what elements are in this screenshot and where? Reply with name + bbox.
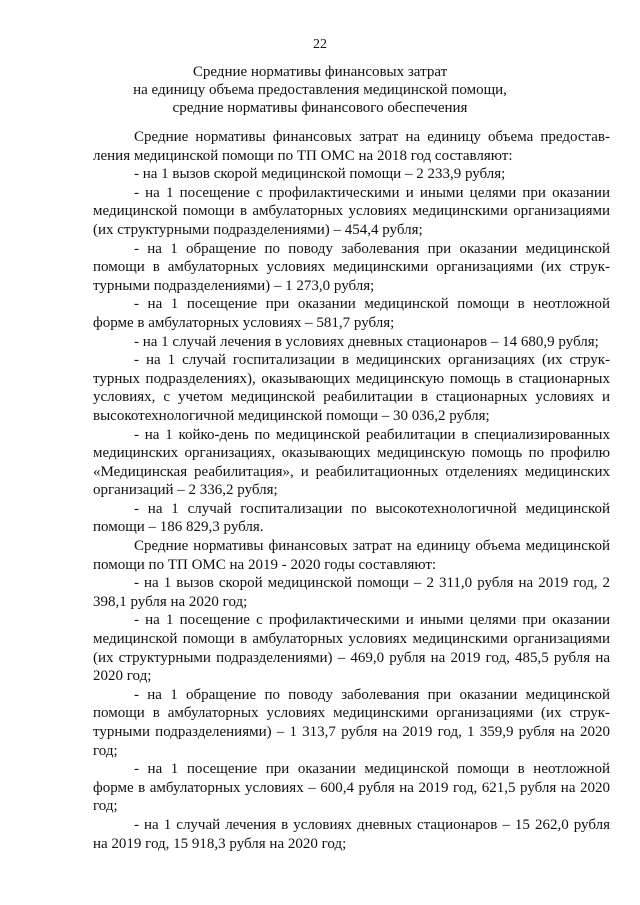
paragraph: - на 1 обращение по поводу заболевания при оказании медицинской помощи в амбулаторных условиях медицинскими организациями (их структурными подразделениями) – 1 273,0 рубля; (93, 240, 610, 294)
paragraph: - на 1 вызов скорой медицинской помощи – 2 233,9 рубля; (134, 166, 506, 183)
page-number: 22 (313, 37, 327, 52)
paragraph: - на 1 обращение по поводу заболевания при оказании медицинской помощи в амбулаторных условиях медицинскими организациями (их структурными подразделениями) – 1 313,7 рубля на 2019 год, 1 359,9 рубля на 2020 год; (93, 686, 610, 759)
paragraph: Средние нормативы финансовых затрат на единицу объема медицинской помощи по ТП ОМС на 2019 - 2020 годы составляют: (93, 538, 610, 573)
paragraph: - на 1 случай лечения в условиях дневных стационаров – 14 680,9 рубля; (134, 333, 599, 350)
paragraph: - на 1 посещение с профилактическими и иными целями при оказании медицинской помощи в амбулаторных условиях медицинскими организациями (их структурными подразделениями) – 454,4 рубля; (93, 184, 610, 238)
paragraph: - на 1 случай госпитализации в медицинских организациях (их структурных подразделениях), оказывающих медицинскую помощь в стационарных условиях, с учетом медицинской реабилитации в стационарных условиях и высокотехнологичной медицинской помощи – 30 036,2 рубля; (93, 352, 610, 424)
section-heading (70, 63, 570, 117)
body-text (93, 128, 610, 853)
paragraph: - на 1 койко-день по медицинской реабилитации в специализированных медицинских организациях, оказывающих медицинскую помощь по профилю «Медицинская реабилитация», и реабилитационных отделениях медицинских организаций – 2 336,2 рубля; (93, 426, 610, 499)
paragraph: - на 1 посещение при оказании медицинской помощи в неотложной форме в амбулаторных условиях – 581,7 рубля; (93, 296, 610, 331)
paragraph: Средние нормативы финансовых затрат на единицу объема предоставления медицинской помощи по ТП ОМС на 2018 год составляют: (93, 129, 610, 164)
paragraph: - на 1 вызов скорой медицинской помощи – 2 311,0 рубля на 2019 год, 2 398,1 рубля на 2020 год; (93, 575, 610, 610)
paragraph: - на 1 случай лечения в условиях дневных стационаров – 15 262,0 рубля на 2019 год, 15 918,3 рубля на 2020 год; (93, 816, 610, 852)
heading-line: Средние нормативы финансовых затрат (192, 64, 448, 80)
paragraph: - на 1 посещение при оказании медицинской помощи в неотложной форме в амбулаторных условиях – 600,4 рубля на 2019 год, 621,5 рубля на 2020 год; (93, 761, 610, 815)
paragraph: - на 1 посещение с профилактическими и иными целями при оказании медицинской помощи в амбулаторных условиях медицинскими организациями (их структурными подразделениями) – 469,0 рубля на 2019 год, 485,5 рубля на 2020 год; (93, 612, 610, 685)
heading-line: средние нормативы финансового обеспечения (172, 100, 468, 116)
heading-line: на единицу объема предоставления медицинской помощи, (133, 82, 507, 98)
paragraph: - на 1 случай госпитализации по высокотехнологичной медицинской помощи – 186 829,3 рубля. (93, 500, 610, 536)
